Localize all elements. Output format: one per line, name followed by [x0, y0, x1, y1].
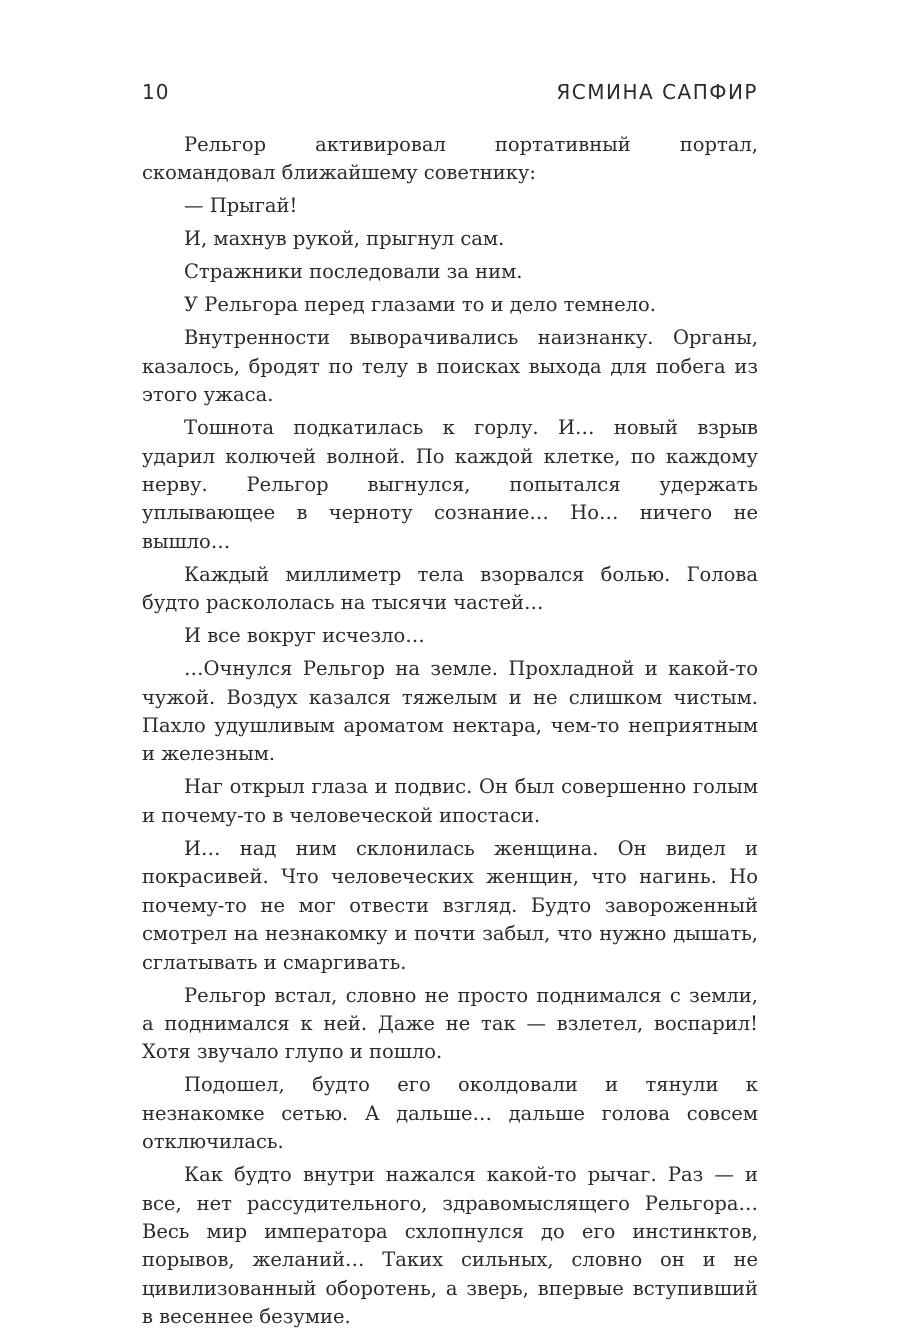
page-header — [142, 80, 758, 114]
paragraph: Подошел, будто его околдовали и тянули к незнакомке сетью. А дальше… дальше голова совсем отключилась. — [142, 1073, 758, 1154]
paragraph: Как будто внутри нажался какой-то рычаг. Раз — и все, нет рассудительного, здравомыслящего Рельгора… Весь мир императора схлопнулся до его инстинктов, порывов, желаний… Таких сильных, словно он и не цивилизованный оборотень, а зверь, впервые вступивший в весеннее безумие. — [142, 1163, 758, 1329]
page-number: 10 — [142, 80, 170, 104]
paragraph: Рельгор встал, словно не просто поднимался с земли, а поднимался к ней. Даже не так — взлетел, воспарил! Хотя звучало глупо и пошло. — [142, 983, 758, 1064]
paragraph: …Очнулся Рельгор на земле. Прохладной и какой-то чужой. Воздух казался тяжелым и не слишком чистым. Пахло удушливым ароматом нектара, чем-то неприятным и железным. — [142, 657, 758, 766]
paragraph: Каждый миллиметр тела взорвался болью. Голова будто раскололась на тысячи частей… — [142, 562, 758, 615]
body-text — [142, 131, 758, 1332]
paragraph: — Прыгай! — [184, 194, 298, 218]
paragraph: И, махнув рукой, прыгнул сам. — [184, 227, 505, 251]
running-head-author: ЯСМИНА САПФИР — [556, 80, 758, 104]
paragraph: Рельгор активировал портативный портал, скомандовал ближайшему советнику: — [142, 133, 758, 185]
paragraph: Тошнота подкатилась к горлу. И… новый взрыв ударил колючей волной. По каждой клетке, по каждому нерву. Рельгор выгнулся, попытался удержать уплывающее в черноту сознание… Но… ничего не вышло… — [142, 416, 758, 553]
paragraph: У Рельгора перед глазами то и дело темнело. — [184, 293, 656, 317]
paragraph: Стражники последовали за ним. — [184, 260, 523, 284]
paragraph: И все вокруг исчезло… — [184, 624, 425, 648]
paragraph: Внутренности выворачивались наизнанку. Органы, казалось, бродят по телу в поисках выхода для побега из этого ужаса. — [142, 326, 758, 407]
paragraph: Наг открыл глаза и подвис. Он был совершенно голым и почему-то в человеческой ипостаси. — [142, 775, 758, 827]
paragraph: И… над ним склонилась женщина. Он видел и покрасивей. Что человеческих женщин, что нагинь. Но почему-то не мог отвести взгляд. Будто завороженный смотрел на незнакомку и почти забыл, что нужно дышать, сглатывать и смаргивать. — [142, 836, 758, 974]
